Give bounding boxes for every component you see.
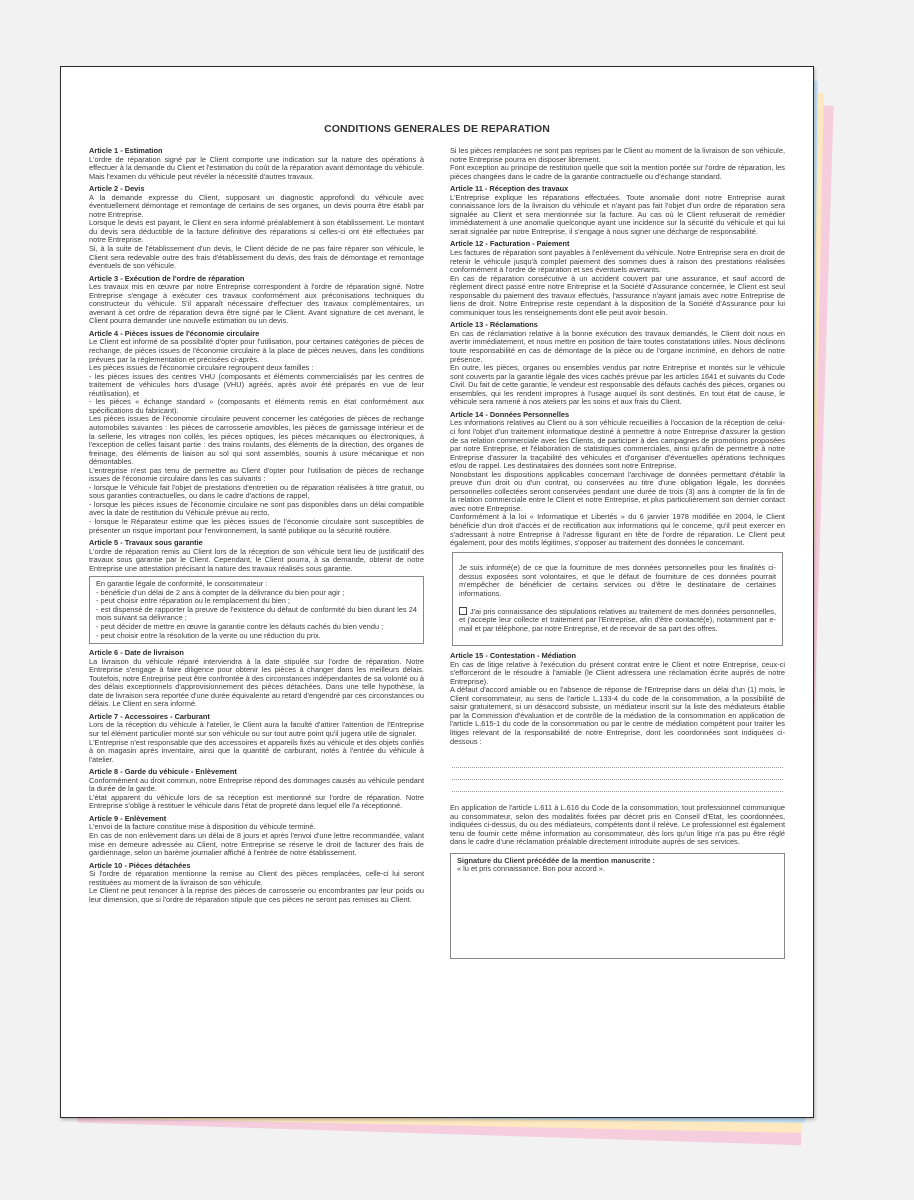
article-3 [89,275,424,326]
mediator-line[interactable] [452,756,783,768]
article-text: Si l'ordre de réparation mentionne la remise au Client des pièces remplacées, celle-ci lui seront restituées au moment de la livraison de son véhicule. Le Client ne peut renoncer à la reprise des pièces de carrosserie ou encombrantes par leur poids ou leur dimension, que si l'ordre de réparation stipule que ces pièces ne seront pas remises au Client. [89,869,424,904]
legal-guarantee-box: En garantie légale de conformité, le consommateur : - bénéficie d'un délai de 2 ans à compter de la délivrance du bien pour agir ; - peut choisir entre réparation ou le remplacement du bien ; - est dispensé de rapporter la preuve de l'existence du défaut de conformité du bien durant les 24 mois suivant sa délivrance ; - peut décider de mettre en œuvre la garantie contre les défauts cachés du bien vendu ; - peut choisir entre la résolution de la vente ou une réduction du prix. [89,576,424,644]
left-column [89,147,424,908]
article-title: Article 8 - Garde du véhicule - Enlèvement [89,767,237,777]
article-13 [450,321,785,406]
article-2 [89,185,424,270]
article-title: Article 6 - Date de livraison [89,648,184,658]
article-title: Article 14 - Données Personnelles [450,409,570,419]
article-6 [89,649,424,709]
mediator-line[interactable] [452,768,783,780]
article-text: L'Entreprise explique les réparations effectuées. Toute anomalie dont notre Entreprise aurait connaissance lors de la livraison du véhicule et n'ayant pas fait l'objet d'un ordre de réparation sera signalée au Client et sera mentionnée sur la facture. Au cas où le Client refuserait de remédier immédiatement à une anomalie quelconque ayant une incidence sur la sécurité du véhicule et qui lui serait signalée par notre Entreprise, il s'engage à nous signer une décharge de responsabilité. [450,192,785,236]
article-8 [89,768,424,811]
article-text: A la demande expresse du Client, supposant un diagnostic approfondi du véhicule avec éventuellement démontage et remontage de certains de ses organes, un devis pourra être établi par notre Entreprise. Lorsque le devis est payant, le Client en sera informé préalablement à son établissement. Le montant du devis sera déductible de la facture définitive des réparations si celles-ci ont été effectuées par notre Entreprise. Si, à la suite de l'établissement d'un devis, le Client décide de ne pas faire réparer son véhicule, le Client sera redevable outre des frais d'établissement du devis, des frais de démontage et remontage éventuels de son véhicule. [89,192,424,271]
article-text: L'ordre de réparation signé par le Client comporte une indication sur la nature des opérations à effectuer à la demande du Client et l'estimation du coût de la réparation avant démontage du véhicule. Mais l'examen du véhicule peut révéler la nécessité d'autres travaux. [89,154,424,181]
article-12 [450,240,785,317]
article-9 [89,815,424,858]
article-title: Article 4 - Pièces issues de l'économie circulaire [89,328,260,338]
signature-mention: « lu et pris connaissance. Bon pour accord ». [457,864,605,874]
article-title: Article 5 - Travaux sous garantie [89,538,203,548]
article-11 [450,185,785,236]
article-title: Article 3 - Exécution de l'ordre de réparation [89,273,245,283]
article-7 [89,713,424,764]
article-title: Article 11 - Réception des travaux [450,184,569,194]
article-text: Les travaux mis en œuvre par notre Entreprise correspondent à l'ordre de réparation signé. Notre Entreprise s'engage à exécuter ces travaux conformément aux préconisations techniques du constructeur du véhicule. S'il apparaît nécessaire d'effectuer des travaux complémentaires, un avenant à cet ordre de réparation devra être signé par le Client. Avant signature de cet avenant, le Client pourra demander une nouvelle estimation ou un devis. [89,282,424,326]
article-15 [450,652,785,746]
document-page [60,66,814,1118]
article-4 [89,330,424,535]
article-text: En cas de litige relative à l'exécution du présent contrat entre le Client et notre Entreprise, ceux-ci s'efforceront de le résoudre à l'amiable (le Client adressera une réclamation écrite auprès de notre Entreprise). A défaut d'accord amiable ou en l'absence de réponse de l'Entreprise dans un délai d'un (1) mois, le Client consommateur, au sens de l'article L.133-4 du code de la consommation, a la possibilité de saisir gratuitement, si un désaccord subsiste, un médiateur inscrit sur la liste des médiateurs établie par la Commission d'évaluation et de contrôle de la médiation de la consommation en application de l'article L.615-1 du code de la consommation ou par le centre de médiation compétent pour traiter les litiges relevant de la responsabilité de notre Entreprise, dont les coordonnées sont indiquées ci-dessous : [450,659,785,746]
article-1 [89,147,424,181]
article-10-continued: Si les pièces remplacées ne sont pas reprises par le Client au moment de la livraison de son véhicule, notre Entreprise pourra en disposer librement. Font exception au principe de restitution quelle que soit la mention portée sur l'ordre de réparation, les pièces changées dans le cadre de la garantie contractuelle ou d'échange standard. [450,146,785,181]
document-title: CONDITIONS GENERALES DE REPARATION [324,123,550,135]
article-title: Article 12 - Facturation - Paiement [450,239,570,249]
signature-title: Signature du Client précédée de la mention manuscrite : [457,855,655,865]
article-10 [89,862,424,905]
consent-checkbox[interactable] [459,607,467,615]
signature-box[interactable] [450,853,785,959]
article-text: En cas de réclamation relative à la bonne exécution des travaux demandés, le Client doit nous en avertir immédiatement, et nous mettre en position de faire toutes constatations utiles. Nous déclinons toute responsabilité en cas de démontage de la pièce ou de l'organe incriminé, en dehors de notre présence. En outre, les pièces, organes ou ensembles vendus par notre Entreprise et montés sur le véhicule sont couverts par la garantie légale des vices cachés prévue par les articles 1641 et suivants du Code Civil. Du fait de cette garantie, le vendeur est responsable des défauts cachés des pièces, organes ou ensembles, qui les rendent impropres à l'usage auquel ils sont destinés. En tout état de cause, le véhicule sera ramené à nos ateliers par les soins et aux frais du Client. [450,328,785,407]
article-text: Les informations relatives au Client ou à son véhicule recueillies à l'occasion de la réception de celui-ci font l'objet d'un traitement informatique destiné à permettre à notre Entreprise d'assurer la gestion de sa relation commerciale avec les Clients, de participer à des campagnes de promotions proposées par notre Entreprise, et l'élaboration de statistiques commerciales, ainsi qu'afin de permettre à notre Entreprise d'assurer la traçabilité des véhicules et d'organiser d'éventuelles opérations techniques et/ou de rappel. Les destinataires des données sont notre Entreprise. Nonobstant les dispositions applicables concernant l'archivage de données permettant d'établir la preuve d'un droit ou d'un contrat, ou conservées au titre d'une obligation légale, les données personnelles collectées seront conservées pendant une durée de trois (3) ans à compter de la fin de la relation commerciale entre le Client et notre Entreprise, et plus particulièrement son dernier contact avec notre Entreprise. Conformément à la loi « Informatique et Libertés » du 6 janvier 1978 modifiée en 2004, le Client bénéficie d'un droit d'accès et de rectification aux informations qui le concerne, qu'il peut exercer en s'adressant à notre Entreprise à l'adresse figurant en tête de l'ordre de réparation. Le Client peut également, pour des motifs légitimes, s'opposer au traitement des données le concernant. [450,418,785,548]
consent-checkbox-label: J'ai pris connaissance des stipulations relatives au traitement de mes données personnelles, et j'accepte leur collecte et traitement par l'Entreprise, afin d'être contacté(e), notamment par e-mail et par téléphone, par notre Entreprise, et de recevoir de sa part des offres. [459,606,776,633]
article-title: Article 9 - Enlèvement [89,813,167,823]
article-title: Article 7 - Accessoires - Carburant [89,711,210,721]
article-text: Les factures de réparation sont payables à l'enlèvement du véhicule. Notre Entreprise sera en droit de retenir le véhicule jusqu'à complet paiement des sommes dues à raison des prestations réalisées conformément à l'ordre de réparation et ses éventuels avenants. En cas de réparation consécutive à un accident couvert par une assurance, et sauf accord de règlement direct passé entre notre Entreprise et la Société d'Assurance concernée, le Client est seul responsable du paiement des travaux effectués, l'assurance n'ayant jamais avec notre Entreprise de liens de droit. Notre Entreprise reste cependant à la disposition de la Société d'Assurance pour lui communiquer tous les renseignements dont elle peut avoir besoin. [450,248,785,317]
article-text: La livraison du véhicule réparé interviendra à la date stipulée sur l'ordre de réparation. Notre Entreprise s'engage à faire diligence pour obtenir les pièces à changer dans les meilleurs délais. Toutefois, notre Entreprise peut être confrontée à des circonstances indépendantes de sa volonté ou à des délais exceptionnels d'approvisionnement des pièces détachées. Dans une telle hypothèse, la date de livraison sera reportée d'une durée équivalente au retard d'engendré par ces circonstances ou délais. Le Client en sera informé. [89,656,424,709]
article-text: Lors de la réception du véhicule à l'atelier, le Client aura la faculté d'attirer l'attention de l'Entreprise sur tel élément particulier monté sur son véhicule ou sur tout autre point qu'il jugera utile de signaler. L'Entreprise n'est responsable que des accessoires et appareils fixés au véhicule et des objets confiés à on magasin après inventaire, ainsi que la quantité de carburant, notés à l'entrée du véhicule à l'atelier. [89,720,424,764]
article-title: Article 13 - Réclamations [450,320,538,330]
consent-checkbox-row[interactable] [459,607,776,634]
consumer-code-paragraph: En application de l'article L.611 à L.616 du Code de la consommation, tout professionnel communique au consommateur, selon des modalités fixées par décret pris en Conseil d'Etat, les coordonnées, indiquées ci-dessus, du ou des médiateurs, compétents dont il relève. Le professionnel est également tenu de fournir cette même information au consommateur, dès lors qu'un litige n'a pas pu être réglé dans le cadre d'une réclamation préalable directement introduite auprès de ses services. [450,803,785,847]
mediator-contact-lines [450,756,785,792]
article-5 [89,539,424,644]
article-text: L'ordre de réparation remis au Client lors de la réception de son véhicule tient lieu de justificatif des travaux sous garantie par le Client. Cependant, le Client pourra, à sa demande, obtenir de notre Entreprise une attestation précisant la nature des travaux réalisés sous garantie. [89,546,424,573]
mediator-line[interactable] [452,780,783,792]
consent-info-text: Je suis informé(e) de ce que la fourniture de mes données personnelles pour les finalités ci-dessus exposées sont volontaires, et que le défaut de fourniture de ces données pourrait m'empêcher de bénéficier de certains services ou d'être le destinataire de certaines informations. [459,563,776,598]
article-title: Article 10 - Pièces détachées [89,860,191,870]
data-consent-box [452,552,783,646]
article-text: L'envoi de la facture constitue mise à disposition du véhicule terminé. En cas de non enlèvement dans un délai de 8 jours et après l'envoi d'une lettre recommandée, valant mise en demeure adressée au Client, notre Entreprise se réserve le droit de facturer des frais de gardiennage, selon un barème journalier affiché à l'entrée de notre établissement. [89,822,424,858]
article-14 [450,411,785,548]
article-title: Article 1 - Estimation [89,146,163,155]
article-title: Article 15 - Contestation - Médiation [450,651,577,661]
article-text: Conformément au droit commun, notre Entreprise répond des dommages causés au véhicule pendant la durée de la garde. L'état apparent du véhicule lors de sa réception est mentionné sur l'ordre de réparation. Notre Entreprise s'oblige à restituer le véhicule dans l'état de propreté dans lequel elle l'a réceptionné. [89,775,424,811]
article-title: Article 2 - Devis [89,184,145,194]
right-column [450,147,785,959]
article-text: Le Client est informé de sa possibilité d'opter pour l'utilisation, pour certaines catégories de pièces de rechange, de pièces issues de l'économie circulaire à la place de pièces neuves, dans les conditions prévues par la réglementation et précisées ci-après. Les pièces issues de l'économie circulaire regroupent deux familles : - les pièces issues des centres VHU (composants et éléments commercialisés par les centres de traitement de véhicules hors d'usage (VHU) agréés, après avoir été préparés en vue de leur réutilisation), et - les pièces « échange standard » (composants et éléments remis en état conformément aux spécifications du fabricant). Les pièces issues de l'économie circulaire peuvent concerner les catégories de pièces de rechange automobiles suivantes : les pièces de carrosserie amovibles, les pièces de garnissage intérieur et de la sellerie, les vitrages non collés, les pièces optiques, les pièces mécaniques ou électroniques, à l'exception de celles faisant partie : des trains roulants, des éléments de la direction, des organes de freinage, des éléments de liaison au sol qui sont assemblés, soumis à usure mécanique et non démontables. L'entreprise n'est pas tenu de permettre au Client d'opter pour l'utilisation de pièces de rechange issues de l'économie circulaire dans les cas suivants : - lorsque le Véhicule fait l'objet de prestations d'entretien ou de réparation réalisées à titre gratuit, ou sous garanties contractuelles, ou dans le cadre d'actions de rappel, - lorsque les pièces issues de l'économie circulaire ne sont pas disponibles dans un délai compatible avec la date de restitution du Véhicule prévue au recto, - lorsque le Réparateur estime que les pièces issues de l'économie circulaire sont susceptibles de présenter un risque important pour l'environnement, la santé publique ou la sécurité routière. [89,337,424,535]
